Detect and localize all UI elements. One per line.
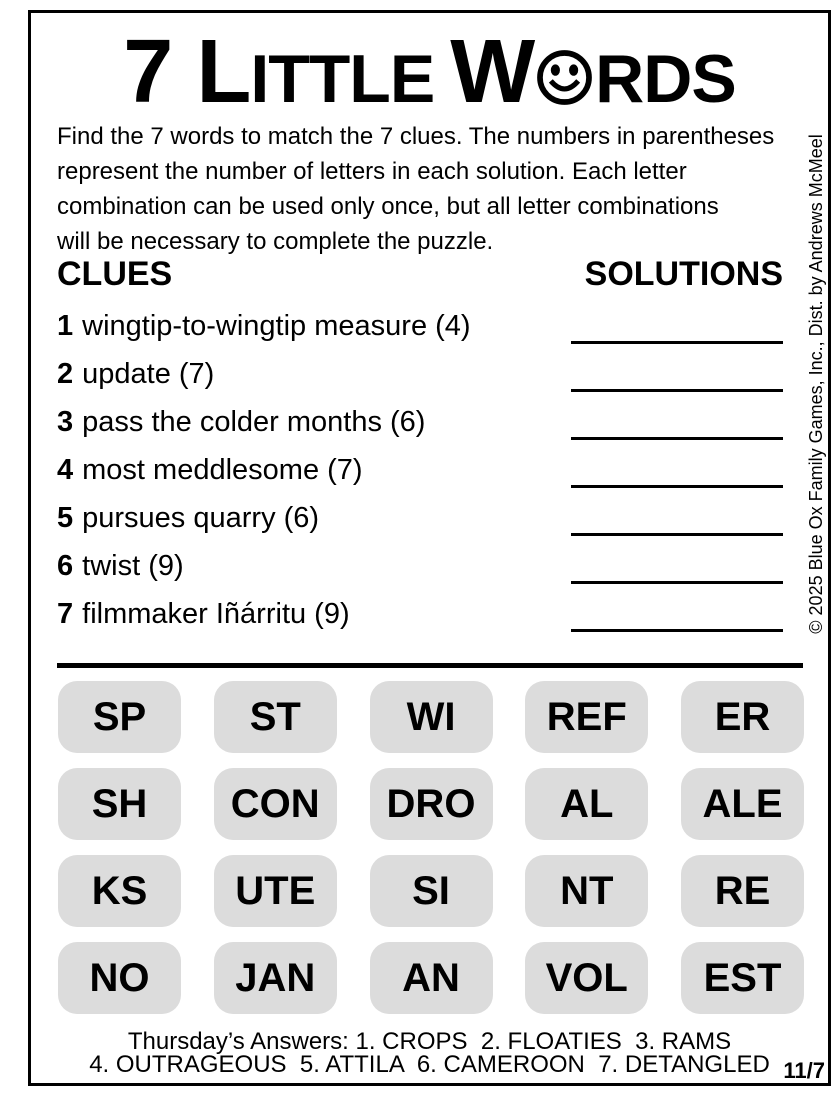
- letter-tile[interactable]: CON: [214, 768, 337, 840]
- tile-row-3: [58, 855, 804, 927]
- clue-text: pass the colder months (6): [82, 406, 426, 438]
- instructions-line: combination can be used only once, but all letter combinations: [57, 193, 719, 220]
- clue-number: 6: [57, 550, 74, 582]
- clue-text: filmmaker Iñárritu (9): [82, 598, 350, 630]
- letter-tile[interactable]: NO: [58, 942, 181, 1014]
- clues-header: CLUES: [57, 255, 173, 293]
- clue-number: 4: [57, 454, 74, 486]
- solutions-header: SOLUTIONS: [584, 255, 783, 293]
- clue-text: wingtip-to-wingtip measure (4): [82, 310, 471, 342]
- solution-blank-line[interactable]: [571, 485, 783, 488]
- clue-row-1: [57, 302, 783, 350]
- tile-row-4: [58, 942, 804, 1014]
- instructions-line: represent the number of letters in each solution. Each letter: [57, 158, 687, 185]
- letter-tile[interactable]: AN: [370, 942, 493, 1014]
- clue-text: most meddlesome (7): [82, 454, 363, 486]
- section-headers: [57, 257, 783, 293]
- clue-row-5: [57, 494, 783, 542]
- letter-tile[interactable]: WI: [370, 681, 493, 753]
- instructions-line: Find the 7 words to match the 7 clues. The numbers in parentheses: [57, 123, 775, 150]
- letter-tile[interactable]: AL: [525, 768, 648, 840]
- letter-tile[interactable]: SH: [58, 768, 181, 840]
- letter-tile[interactable]: ER: [681, 681, 804, 753]
- clue-text: update (7): [82, 358, 215, 390]
- puzzle-frame: [28, 10, 831, 1086]
- answers-line-1: Thursday’s Answers: 1. CROPS 2. FLOATIES 3. RAMS: [127, 1028, 732, 1055]
- solution-blank-line[interactable]: [571, 437, 783, 440]
- answers-line-2: 4. OUTRAGEOUS 5. ATTILA 6. CAMEROON 7. DETANGLED: [89, 1051, 770, 1078]
- clue-number: 5: [57, 502, 74, 534]
- letter-tile[interactable]: SI: [370, 855, 493, 927]
- title-segment: ITTLE: [250, 41, 435, 117]
- letter-tile[interactable]: ST: [214, 681, 337, 753]
- solution-blank-line[interactable]: [571, 629, 783, 632]
- clue-row-7: [57, 590, 783, 638]
- clue-number: 7: [57, 598, 74, 630]
- instructions: [57, 119, 809, 259]
- puzzle-date: 11/7: [783, 1058, 825, 1083]
- letter-tile[interactable]: EST: [681, 942, 804, 1014]
- smiley-face-icon: [536, 49, 593, 106]
- solution-blank-line[interactable]: [571, 533, 783, 536]
- solution-blank-line[interactable]: [571, 389, 783, 392]
- letter-tile[interactable]: RE: [681, 855, 804, 927]
- letter-tile[interactable]: REF: [525, 681, 648, 753]
- letter-tile[interactable]: DRO: [370, 768, 493, 840]
- clues-list: [57, 302, 783, 638]
- clue-row-6: [57, 542, 783, 590]
- letter-tile[interactable]: KS: [58, 855, 181, 927]
- solution-blank-line[interactable]: [571, 341, 783, 344]
- title-segment: RDS: [595, 41, 736, 117]
- clue-text: pursues quarry (6): [82, 502, 320, 534]
- letter-tile[interactable]: JAN: [214, 942, 337, 1014]
- section-divider: [57, 663, 803, 668]
- letter-tile[interactable]: NT: [525, 855, 648, 927]
- clue-number: 2: [57, 358, 74, 390]
- clue-text: twist (9): [82, 550, 184, 582]
- letter-tile-grid: [58, 681, 804, 1029]
- letter-tile[interactable]: VOL: [525, 942, 648, 1014]
- clue-row-2: [57, 350, 783, 398]
- copyright-sideways-text: © 2025 Blue Ox Family Games, Inc., Dist. by Andrews McMeel: [806, 134, 826, 634]
- previous-answers: [31, 1030, 828, 1076]
- clue-row-4: [57, 446, 783, 494]
- letter-tile[interactable]: UTE: [214, 855, 337, 927]
- tile-row-2: [58, 768, 804, 840]
- letter-tile[interactable]: SP: [58, 681, 181, 753]
- clue-number: 3: [57, 406, 74, 438]
- clue-row-3: [57, 398, 783, 446]
- title-segment: W: [450, 22, 535, 122]
- title-segment: 7 L: [123, 22, 251, 122]
- clue-number: 1: [57, 310, 74, 342]
- solution-blank-line[interactable]: [571, 581, 783, 584]
- letter-tile[interactable]: ALE: [681, 768, 804, 840]
- instructions-line: will be necessary to complete the puzzle.: [57, 228, 494, 255]
- tile-row-1: [58, 681, 804, 753]
